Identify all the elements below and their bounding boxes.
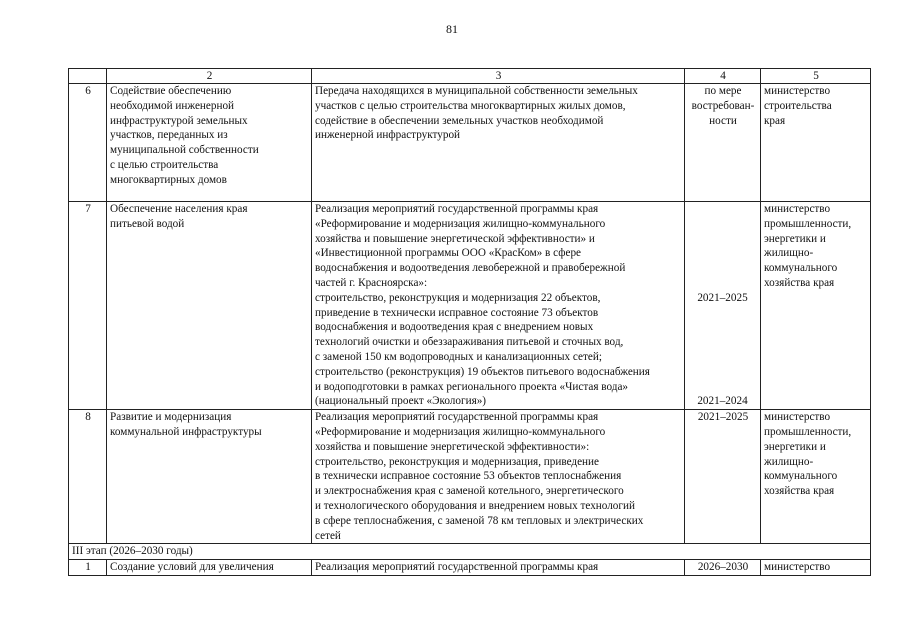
text-line: в сфере теплоснабжения, с заменой 78 км тепловых и электрических: [315, 514, 644, 527]
measures-table: [68, 68, 871, 576]
row-name-cell: [107, 410, 312, 544]
text-line: Реализация мероприятий государственной программы края: [315, 203, 599, 215]
text-line: строительство, реконструкция и модернизация, приведение: [315, 455, 600, 468]
text-line: технологий очистки и обеззараживания питьевой и сточных вод,: [315, 336, 624, 349]
row-term-cell: 2026–2030: [685, 560, 761, 576]
row-responsible-cell: [761, 202, 871, 410]
text-line: хозяйства края: [764, 276, 835, 289]
text-line: строительства: [764, 99, 832, 112]
text-line: (национальный проект «Экология»): [315, 395, 487, 408]
text-line: сетей: [315, 529, 341, 542]
row-name-cell: [107, 202, 312, 410]
row-term-cell: [685, 84, 761, 202]
text-line: с заменой 150 км водопроводных и канализационных сетей;: [315, 350, 602, 363]
table-row: [69, 202, 871, 410]
text-line: Обеспечение населения края: [110, 203, 248, 215]
text-line: строительство (реконструкция) 19 объектов питьевого водоснабжения: [315, 365, 650, 378]
row-measures-cell: [312, 410, 685, 544]
text-line: энергетики и: [764, 440, 826, 453]
text-line: министерство: [764, 411, 831, 424]
stage-row: [69, 544, 871, 560]
text-line: хозяйства и повышение энергетической эффективности» и: [315, 232, 595, 245]
row-name-cell: Создание условий для увеличения: [107, 560, 312, 576]
text-line: края: [764, 114, 786, 127]
text-line: необходимой инженерной: [110, 99, 235, 112]
table-header-row: [69, 69, 871, 84]
header-cell-2: 2: [107, 69, 312, 84]
text-line: коммунального: [764, 470, 838, 483]
row-number: 6: [69, 84, 107, 202]
text-line: промышленности,: [764, 217, 852, 230]
text-line: «Инвестиционной программы ООО «КрасКом» в сфере: [315, 247, 582, 260]
text-line: коммунального: [764, 262, 838, 275]
text-line: Передача находящихся в муниципальной собственности земельных: [315, 85, 638, 97]
text-line: частей г. Красноярска»:: [315, 276, 428, 289]
text-line: «Реформирование и модернизация жилищно-коммунального: [315, 425, 606, 438]
row-number: 1: [69, 560, 107, 576]
text-line: Реализация мероприятий государственной программы края: [315, 411, 599, 424]
header-cell-3: 3: [312, 69, 685, 84]
row-term-cell: [685, 202, 761, 410]
text-line: ности: [709, 114, 737, 127]
header-cell-1: [69, 69, 107, 84]
row-responsible-cell: министерство: [761, 560, 871, 576]
text-line: содействие в обеспечении земельных участков необходимой: [315, 114, 604, 127]
text-line: приведение в технически исправное состояние 73 объектов: [315, 306, 599, 319]
text-line: питьевой водой: [110, 217, 185, 230]
row-measures-cell: [312, 202, 685, 410]
term-bottom: 2021–2024: [697, 395, 748, 407]
row-responsible-cell: [761, 84, 871, 202]
text-line: по мере: [704, 85, 742, 97]
table-row: [69, 410, 871, 544]
text-line: министерство: [764, 203, 831, 215]
text-line: участков, переданных из: [110, 129, 228, 142]
stage-title: III этап (2026–2030 годы): [69, 544, 871, 560]
text-line: и водоподготовки в рамках регионального проекта «Чистая вода»: [315, 380, 629, 393]
text-line: водоснабжения и водоотведения края с внедрением новых: [315, 321, 594, 334]
header-cell-4: 4: [685, 69, 761, 84]
text-line: водоснабжения и водоотведения левобережной и правобережной: [315, 262, 626, 275]
text-line: и технологического оборудования и внедрением новых технологий: [315, 499, 635, 512]
row-number: 8: [69, 410, 107, 544]
text-line: муниципальной собственности: [110, 144, 259, 157]
text-line: участков с целью строительства многоквартирных жилых домов,: [315, 99, 626, 112]
header-cell-5: 5: [761, 69, 871, 84]
text-line: жилищно-: [764, 455, 814, 468]
term-top: 2021–2025: [697, 292, 748, 304]
row-term-cell: [685, 410, 761, 544]
text-line: жилищно-: [764, 247, 814, 260]
text-line: строительство, реконструкция и модернизация 22 объектов,: [315, 291, 601, 304]
text-line: востребован-: [691, 99, 755, 112]
text-line: многоквартирных домов: [110, 173, 227, 186]
text-line: инфраструктурой земельных: [110, 114, 248, 127]
text-line: 2021–2025: [697, 411, 749, 424]
text-line: инженерной инфраструктурой: [315, 129, 461, 142]
text-line: хозяйства края: [764, 485, 835, 498]
row-measures-cell: [312, 84, 685, 202]
table-row: [69, 560, 871, 576]
table-row: [69, 84, 871, 202]
row-name-cell: [107, 84, 312, 202]
text-line: хозяйства и повышение энергетической эффективности»:: [315, 440, 590, 453]
text-line: и электроснабжения края с заменой котельного, энергетического: [315, 485, 624, 498]
text-line: в технически исправное состояние 53 объектов теплоснабжения: [315, 470, 622, 483]
row-measures-cell: Реализация мероприятий государственной программы края: [312, 560, 685, 576]
text-line: Содействие обеспечению: [110, 85, 232, 97]
text-line: «Реформирование и модернизация жилищно-коммунального: [315, 217, 606, 230]
row-number: 7: [69, 202, 107, 410]
text-line: министерство: [764, 85, 831, 97]
text-line: коммунальной инфраструктуры: [110, 425, 262, 438]
page-number: 81: [446, 22, 458, 36]
text-line: промышленности,: [764, 425, 852, 438]
text-line: энергетики и: [764, 232, 826, 245]
row-responsible-cell: [761, 410, 871, 544]
text-line: Развитие и модернизация: [110, 411, 232, 424]
text-line: с целью строительства: [110, 158, 219, 171]
